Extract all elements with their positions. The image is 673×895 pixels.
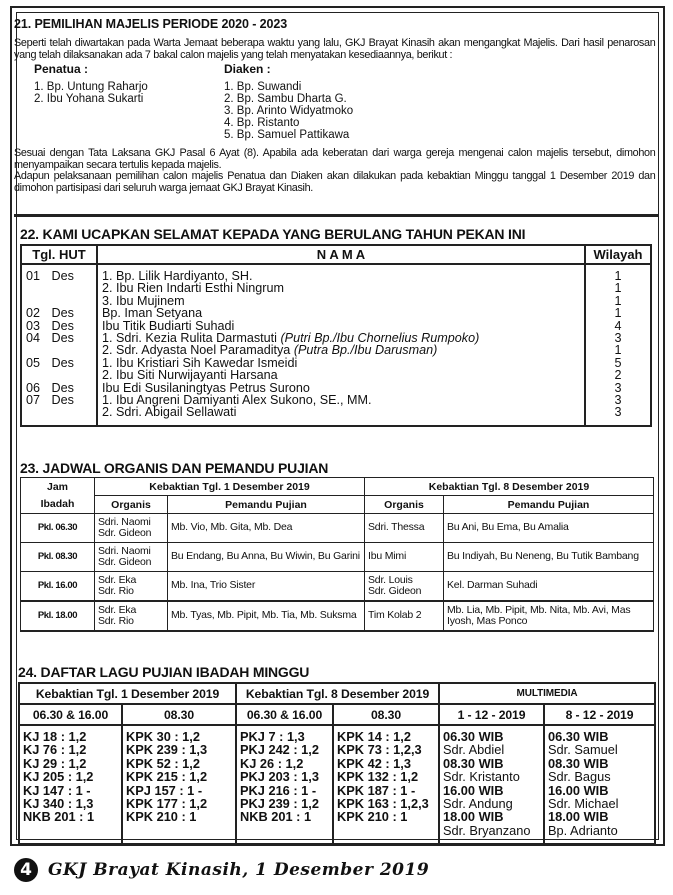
birthday-region: 3 xyxy=(585,332,651,344)
penatua-list xyxy=(34,63,224,141)
diaken-label: Diaken : xyxy=(224,62,271,77)
song-entry: PKJ 239 : 1,2 xyxy=(240,796,319,812)
organist-name: Sdri. Naomi xyxy=(98,515,151,528)
col-header-date: Tgl. HUT xyxy=(21,245,97,264)
birthday-day: 03 xyxy=(26,318,41,333)
multimedia-operator: Sdr. Bagus xyxy=(548,769,611,785)
multimedia-time: 06.30 WIB xyxy=(443,729,504,744)
page-number-badge: 4 xyxy=(14,858,38,882)
birthday-row xyxy=(21,406,651,425)
multimedia-operator: Sdr. Samuel xyxy=(548,742,618,758)
multimedia-time: 08.30 WIB xyxy=(548,755,609,771)
organist-1 xyxy=(95,543,168,572)
organist-name: Sdri. Naomi xyxy=(98,544,151,557)
birthday-day: 01 xyxy=(26,269,41,283)
diaken-candidate: 2. Bp. Sambu Dharta G. xyxy=(224,93,347,106)
song-entry: KPK 30 : 1,2 xyxy=(126,729,200,744)
sub-header: 06.30 & 16.00 xyxy=(236,704,333,725)
multimedia-time: 16.00 WIB xyxy=(548,782,609,798)
birthday-table xyxy=(20,244,652,427)
birthday-name-cell xyxy=(97,264,585,282)
birthday-date xyxy=(21,357,97,369)
birthday-name: Ibu Edi Susilaningtyas Petrus Surono xyxy=(102,380,310,395)
birthday-region: 1 xyxy=(585,264,651,282)
worship-leaders-2: Mb. Lia, Mb. Pipit, Mb. Nita, Mb. Avi, Mas Iyosh, Mas Ponco xyxy=(444,601,654,631)
song-column xyxy=(333,725,439,844)
birthday-region: 2 xyxy=(585,369,651,381)
birthday-name: Ibu Titik Budiarti Suhadi xyxy=(102,318,235,333)
col-header-pemandu-2: Pemandu Pujian xyxy=(444,496,654,514)
birthday-date xyxy=(21,369,97,381)
ibadah-label: Ibadah xyxy=(40,497,75,510)
birthday-name: 2. Ibu Siti Nurwijayanti Harsana xyxy=(102,368,278,383)
birthday-name: Bp. Iman Setyana xyxy=(102,306,203,321)
section-21-intro: Seperti telah diwartakan pada Warta Jemaat beberapa waktu yang lalu, GKJ Brayat Kinasih akan mengangkat Majelis. Dari hasil penarosan yang telah dilaksanakan ada 7 bakal calon majelis yang telah menyatakan kesediaannya, berikut : xyxy=(14,37,656,61)
organist-name: Ibu Mimi xyxy=(368,550,407,563)
birthday-region: 3 xyxy=(585,406,651,425)
multimedia-column xyxy=(439,725,544,844)
organist-name: Sdr. Gideon xyxy=(98,556,152,568)
song-entry: KPK 210 : 1 xyxy=(126,809,197,825)
birthday-day: 06 xyxy=(26,380,41,395)
birthday-region: 1 xyxy=(585,344,651,356)
song-entry: PKJ 216 : 1 - xyxy=(240,782,317,798)
section-23-title: 23. JADWAL ORGANIS DAN PEMANDU PUJIAN xyxy=(20,460,329,476)
birthday-region: 4 xyxy=(585,320,651,332)
service-time: Pkl. 08.30 xyxy=(21,543,95,572)
birthday-name-cell xyxy=(97,406,585,425)
birthday-day: 05 xyxy=(26,355,41,370)
diaken-candidate: 5. Bp. Samuel Pattikawa xyxy=(224,129,350,142)
birthday-name: 1. Bp. Lilik Hardiyanto, SH. xyxy=(102,269,253,283)
penatua-label: Penatua : xyxy=(34,62,89,77)
col-header-jam-ibadah xyxy=(21,478,95,514)
song-entry: KPJ 157 : 1 - xyxy=(126,782,203,798)
worship-leaders-1: Bu Endang, Bu Anna, Bu Wiwin, Bu Garini xyxy=(168,543,365,572)
birthday-region: 3 xyxy=(585,394,651,406)
birthday-date xyxy=(21,282,97,294)
song-entry: KPK 14 : 1,2 xyxy=(337,729,411,744)
jam-label: Jam xyxy=(46,480,68,493)
section-21-title: 21. PEMILIHAN MAJELIS PERIODE 2020 - 2023 xyxy=(14,17,288,31)
birthday-month: Des xyxy=(51,331,74,346)
song-entry: KPK 210 : 1 xyxy=(337,809,408,825)
col-header-service-1: Kebaktian Tgl. 1 Desember 2019 xyxy=(95,478,365,496)
section-22-title: 22. KAMI UCAPKAN SELAMAT KEPADA YANG BERULANG TAHUN PEKAN INI xyxy=(20,226,526,242)
birthday-name: 2. Sdri. Abigail Sellawati xyxy=(102,405,237,420)
birthday-row xyxy=(21,264,651,282)
schedule-row xyxy=(21,572,654,602)
organist-name: Tim Kolab 2 xyxy=(368,609,422,622)
footer-text: GKJ Brayat Kinasih, 1 Desember 2019 xyxy=(48,860,430,880)
birthday-name: 3. Ibu Mujinem xyxy=(102,293,185,308)
birthday-date xyxy=(21,344,97,356)
section-22-birthdays xyxy=(20,226,652,427)
multimedia-time: 18.00 WIB xyxy=(548,809,609,825)
section-24-song-list xyxy=(18,664,656,845)
organist-1 xyxy=(95,572,168,602)
multimedia-operator: Sdr. Bryanzano xyxy=(443,822,531,838)
organist-name: Sdr. Gideon xyxy=(98,527,152,539)
song-entry: KPK 42 : 1,3 xyxy=(337,755,411,771)
birthday-region: 1 xyxy=(585,307,651,319)
multimedia-operator: Sdr. Abdiel xyxy=(443,742,505,758)
birthday-date xyxy=(21,406,97,425)
worship-leaders-2: Bu Indiyah, Bu Neneng, Bu Tutik Bambang xyxy=(444,543,654,572)
col-header-service-2: Kebaktian Tgl. 8 Desember 2019 xyxy=(236,683,439,704)
col-header-region: Wilayah xyxy=(585,245,651,264)
birthday-date xyxy=(21,307,97,319)
birthday-region: 5 xyxy=(585,357,651,369)
song-entry: KPK 187 : 1 - xyxy=(337,782,416,798)
schedule-row xyxy=(21,601,654,631)
organist-2 xyxy=(365,514,444,543)
section-21-rules-paragraph: Sesuai dengan Tata Laksana GKJ Pasal 6 Ayat (8). Apabila ada keberatan dari warga gereja mengenai calon majelis tersebut, dimohon menyampaikan secara tertulis kepada majelis. xyxy=(14,147,656,171)
organist-1 xyxy=(95,514,168,543)
birthday-day: 07 xyxy=(26,393,41,408)
multimedia-time: 18.00 WIB xyxy=(443,809,504,825)
multimedia-time: 16.00 WIB xyxy=(443,782,504,798)
organist-name: Sdr. Louis xyxy=(368,573,413,586)
page-footer xyxy=(14,858,429,882)
organist-2 xyxy=(365,601,444,631)
worship-leaders-2: Kel. Darman Suhadi xyxy=(444,572,654,602)
birthday-note: (Putri Bp./Ibu Chornelius Rumpoko) xyxy=(280,331,480,346)
section-24-title: 24. DAFTAR LAGU PUJIAN IBADAH MINGGU xyxy=(18,664,310,680)
birthday-region: 1 xyxy=(585,295,651,307)
birthday-date xyxy=(21,394,97,406)
song-entry: KJ 76 : 1,2 xyxy=(23,742,87,758)
col-header-organis-2: Organis xyxy=(365,496,444,514)
section-divider xyxy=(14,214,659,217)
song-entry: KJ 147 : 1 - xyxy=(23,782,91,798)
col-header-service-2: Kebaktian Tgl. 8 Desember 2019 xyxy=(365,478,654,496)
sub-header: 08.30 xyxy=(333,704,439,725)
col-header-name: N A M A xyxy=(97,245,585,264)
song-table xyxy=(18,682,656,845)
birthday-date xyxy=(21,264,97,282)
section-21-election-paragraph: Adapun pelaksanaan pemilihan calon majelis Penatua dan Diaken akan dilakukan pada kebaktian Minggu tanggal 1 Desember 2019 dan dimohon partisipasi dari seluruh warga jemaat GKJ Brayat Kinasih. xyxy=(14,170,656,194)
birthday-region: 1 xyxy=(585,282,651,294)
song-entry: KJ 29 : 1,2 xyxy=(23,755,87,771)
birthday-note: (Putra Bp./Ibu Darusman) xyxy=(293,343,438,358)
multimedia-operator: Sdr. Andung xyxy=(443,796,513,812)
service-time: Pkl. 06.30 xyxy=(21,514,95,543)
multimedia-column xyxy=(544,725,655,844)
organist-name: Sdr. Rio xyxy=(98,585,134,597)
birthday-month: Des xyxy=(51,355,74,370)
diaken-list xyxy=(224,63,353,141)
organist-2 xyxy=(365,572,444,602)
birthday-region: 3 xyxy=(585,382,651,394)
organist-name: Sdr. Rio xyxy=(98,615,134,627)
song-column xyxy=(122,725,236,844)
penatua-candidate: 2. Ibu Yohana Sukarti xyxy=(34,93,144,106)
birthday-month: Des xyxy=(51,318,74,333)
organist-name: Sdri. Thessa xyxy=(368,521,425,534)
sub-header: 08.30 xyxy=(122,704,236,725)
multimedia-operator: Sdr. Michael xyxy=(548,796,619,812)
song-entry: KJ 26 : 1,2 xyxy=(240,755,304,771)
song-entry: KJ 340 : 1,3 xyxy=(23,796,94,812)
service-time: Pkl. 16.00 xyxy=(21,572,95,602)
birthday-date xyxy=(21,332,97,344)
diaken-candidate: 3. Bp. Arinto Widyatmoko xyxy=(224,105,354,118)
birthday-month: Des xyxy=(51,393,74,408)
organist-1 xyxy=(95,601,168,631)
organist-2 xyxy=(365,543,444,572)
organist-name: Sdr. Gideon xyxy=(368,585,422,597)
song-column xyxy=(236,725,333,844)
section-21-majelis-election xyxy=(14,8,657,214)
worship-leaders-2: Bu Ani, Bu Ema, Bu Amalia xyxy=(444,514,654,543)
sub-header: 8 - 12 - 2019 xyxy=(544,704,655,725)
song-entry: KPK 177 : 1,2 xyxy=(126,796,208,812)
birthday-month: Des xyxy=(51,306,74,321)
song-entry: PKJ 242 : 1,2 xyxy=(240,742,319,758)
multimedia-operator: Sdr. Kristanto xyxy=(443,769,520,785)
birthday-name: 2. Ibu Rien Indarti Esthi Ningrum xyxy=(102,281,284,296)
organist-table xyxy=(20,477,654,632)
col-header-multimedia: MULTIMEDIA xyxy=(439,683,655,704)
song-entry: NKB 201 : 1 xyxy=(23,809,95,825)
song-entry: KJ 18 : 1,2 xyxy=(23,729,87,744)
diaken-candidate: 4. Bp. Ristanto xyxy=(224,117,300,130)
multimedia-operator: Bp. Adrianto xyxy=(548,822,618,838)
song-entry: NKB 201 : 1 xyxy=(240,809,312,825)
birthday-name: 1. Ibu Angreni Damiyanti Alex Sukono, SE., MM. xyxy=(102,393,372,408)
song-entry: KPK 239 : 1,3 xyxy=(126,742,208,758)
organist-name: Sdr. Eka xyxy=(98,603,137,616)
col-header-organis-1: Organis xyxy=(95,496,168,514)
birthday-day: 04 xyxy=(26,331,41,346)
multimedia-time: 08.30 WIB xyxy=(443,755,504,771)
song-entry: PKJ 203 : 1,3 xyxy=(240,769,319,785)
col-header-pemandu-1: Pemandu Pujian xyxy=(168,496,365,514)
song-entry: PKJ 7 : 1,3 xyxy=(240,729,305,744)
birthday-name: 2. Sdr. Adyasta Noel Paramaditya xyxy=(102,343,294,358)
birthday-name: 1. Ibu Kristiari Sih Kawedar Ismeidi xyxy=(102,355,298,370)
multimedia-time: 06.30 WIB xyxy=(548,729,609,744)
birthday-month: Des xyxy=(51,380,74,395)
birthday-month: Des xyxy=(51,269,74,283)
worship-leaders-1: Mb. Tyas, Mb. Pipit, Mb. Tia, Mb. Suksma xyxy=(168,601,365,631)
song-entry: KPK 132 : 1,2 xyxy=(337,769,419,785)
song-entry: KPK 73 : 1,2,3 xyxy=(337,742,422,758)
schedule-row xyxy=(21,514,654,543)
schedule-row xyxy=(21,543,654,572)
song-column xyxy=(19,725,122,844)
song-entry: KPK 215 : 1,2 xyxy=(126,769,208,785)
worship-leaders-1: Mb. Vio, Mb. Gita, Mb. Dea xyxy=(168,514,365,543)
col-header-service-1: Kebaktian Tgl. 1 Desember 2019 xyxy=(19,683,236,704)
organist-name: Sdr. Eka xyxy=(98,573,137,586)
sub-header: 06.30 & 16.00 xyxy=(19,704,122,725)
penatua-candidate: 1. Bp. Untung Raharjo xyxy=(34,81,148,94)
song-entry: KJ 205 : 1,2 xyxy=(23,769,94,785)
section-23-organist-schedule xyxy=(20,460,654,632)
song-entry: KPK 163 : 1,2,3 xyxy=(337,796,429,812)
birthday-day: 02 xyxy=(26,306,41,321)
diaken-candidate: 1. Bp. Suwandi xyxy=(224,81,302,94)
worship-leaders-1: Mb. Ina, Trio Sister xyxy=(168,572,365,602)
service-time: Pkl. 18.00 xyxy=(21,601,95,631)
birthday-name: 1. Sdri. Kezia Rulita Darmastuti xyxy=(102,331,281,346)
candidate-lists xyxy=(14,63,657,141)
song-entry: KPK 52 : 1,2 xyxy=(126,755,200,771)
sub-header: 1 - 12 - 2019 xyxy=(439,704,544,725)
